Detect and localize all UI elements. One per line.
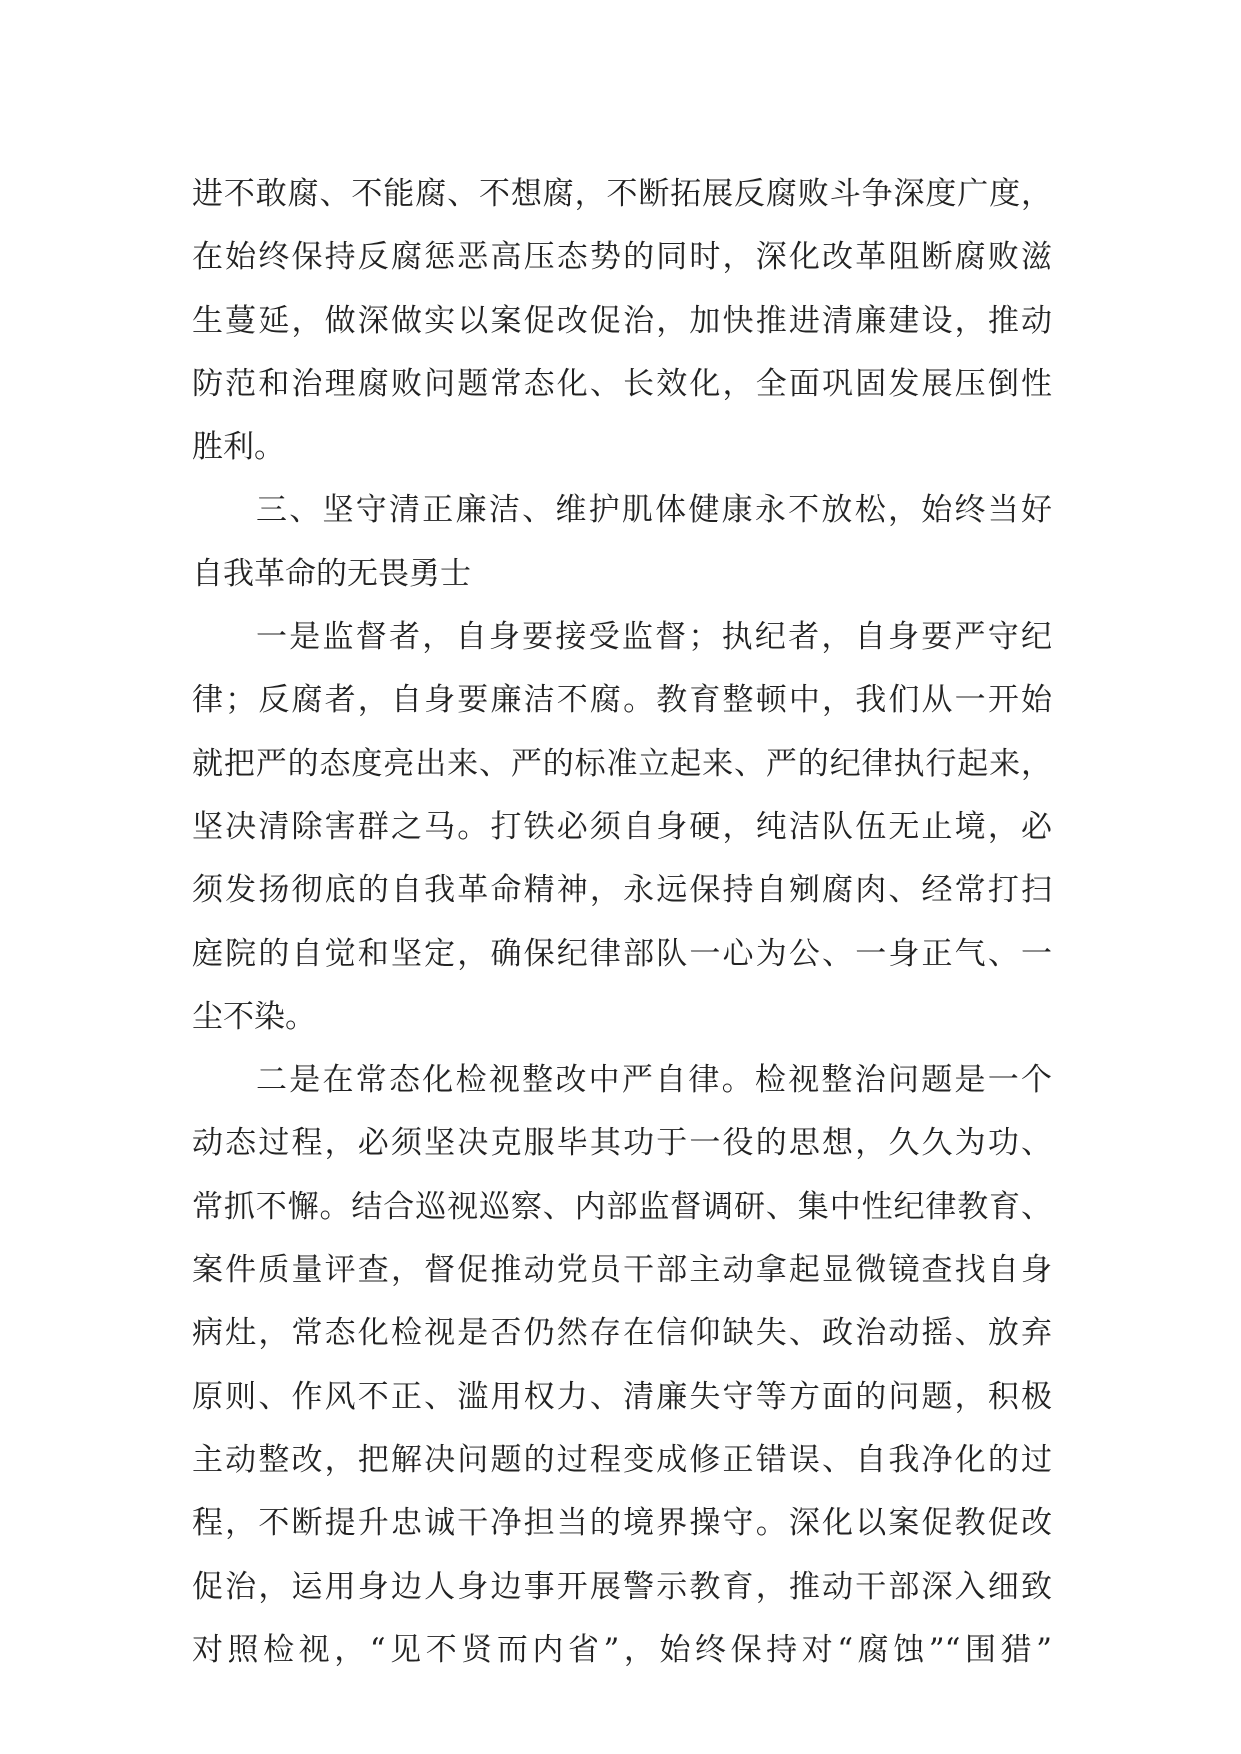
text-line: 坚决清除害群之马。打铁必须自身硬，纯洁队伍无止境，必: [192, 808, 1052, 845]
text-line: 一是监督者，自身要接受监督；执纪者，自身要严守纪: [256, 619, 1052, 656]
text-line: 促治，运用身边人身边事开展警示教育，推动干部深入细致: [192, 1568, 1052, 1605]
text-line: 自我革命的无畏勇士: [192, 555, 471, 592]
text-line: 案件质量评查，督促推动党员干部主动拿起显微镜查找自身: [192, 1252, 1052, 1289]
text-line: 病灶，常态化检视是否仍然存在信仰缺失、政治动摇、放弃: [192, 1315, 1052, 1352]
text-line: 在始终保持反腐惩恶高压态势的同时，深化改革阻断腐败滋: [192, 239, 1052, 276]
text-line: 庭院的自觉和坚定，确保纪律部队一心为公、一身正气、一: [192, 935, 1052, 972]
text-line: 原则、作风不正、滥用权力、清廉失守等方面的问题，积极: [192, 1378, 1052, 1415]
text-line: 就把严的态度亮出来、严的标准立起来、严的纪律执行起来，: [192, 745, 1052, 782]
text-line: 对照检视，“见不贤而内省”，始终保持对“腐蚀”“围猎”: [192, 1631, 1052, 1668]
text-line: 防范和治理腐败问题常态化、长效化，全面巩固发展压倒性: [192, 365, 1052, 402]
text-line: 常抓不懈。结合巡视巡察、内部监督调研、集中性纪律教育、: [192, 1188, 1052, 1225]
text-line: 须发扬彻底的自我革命精神，永远保持自剜腐肉、经常打扫: [192, 872, 1052, 909]
text-line: 主动整改，把解决问题的过程变成修正错误、自我净化的过: [192, 1441, 1052, 1478]
text-line: 动态过程，必须坚决克服毕其功于一役的思想，久久为功、: [192, 1125, 1052, 1162]
text-line: 律；反腐者，自身要廉洁不腐。教育整顿中，我们从一开始: [192, 682, 1052, 719]
document-body: [192, 163, 1052, 1682]
text-line: 进不敢腐、不能腐、不想腐，不断拓展反腐败斗争深度广度，: [192, 176, 1052, 212]
text-line: 尘不染。: [192, 998, 316, 1035]
text-line: 生蔓延，做深做实以案促改促治，加快推进清廉建设，推动: [192, 302, 1052, 339]
text-line: 胜利。: [192, 429, 285, 466]
text-line: 三、坚守清正廉洁、维护肌体健康永不放松，始终当好: [256, 492, 1052, 529]
text-line: 程，不断提升忠诚干净担当的境界操守。深化以案促教促改: [192, 1505, 1052, 1542]
text-line: 二是在常态化检视整改中严自律。检视整治问题是一个: [256, 1062, 1052, 1099]
